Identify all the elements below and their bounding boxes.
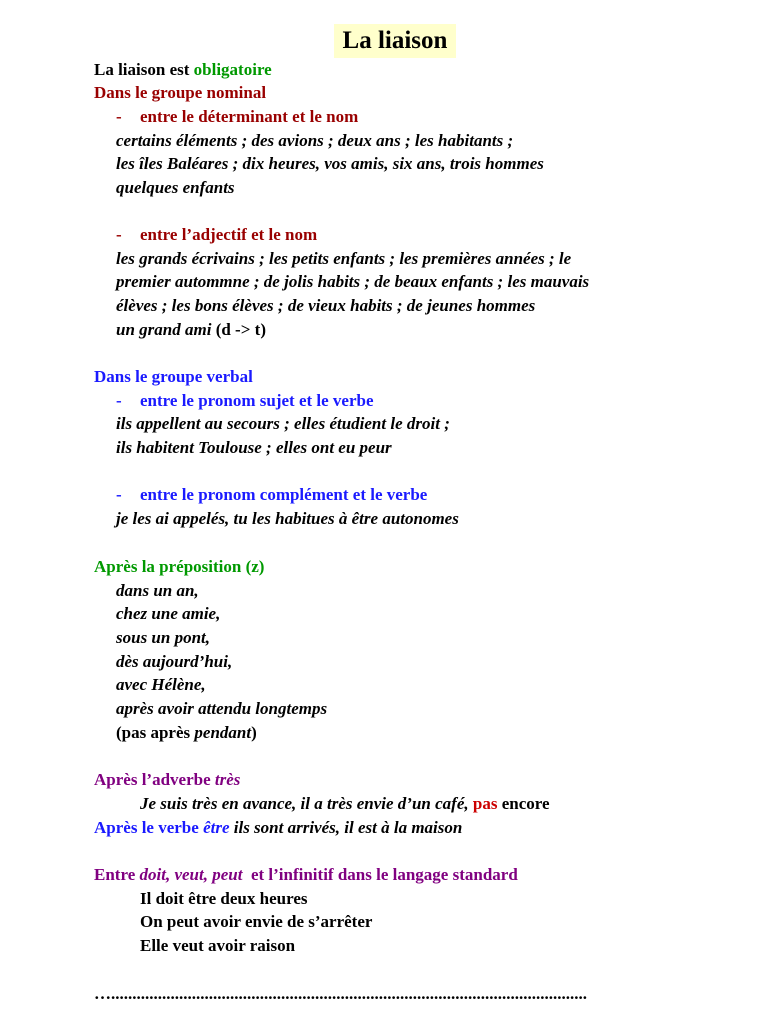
- adverb-example-end: encore: [497, 794, 550, 813]
- preposition-note: [116, 722, 257, 744]
- etre-example: ils sont arrivés, il est à la maison: [229, 818, 463, 837]
- adverb-example-pas: pas: [472, 794, 498, 813]
- adverb-heading: [94, 769, 240, 791]
- verbal-heading: Dans le groupe verbal: [94, 367, 253, 386]
- example-line: avec Hélène,: [116, 675, 206, 694]
- intro-highlight: obligatoire: [193, 60, 272, 79]
- etre-heading: Après le verbe: [94, 818, 204, 837]
- example-line: quelques enfants: [116, 178, 235, 197]
- infinitive-heading-pre: Entre: [94, 865, 140, 884]
- intro-line: [94, 59, 272, 81]
- example-line: dans un an,: [116, 581, 199, 600]
- example-line: dès aujourd’hui,: [116, 652, 233, 671]
- bullet-dash: -: [116, 391, 122, 410]
- preposition-heading: Après la préposition (z): [94, 557, 265, 576]
- example-line: Il doit être deux heures: [140, 889, 308, 908]
- example-line: ils appellent au secours ; elles étudient le droit ;: [116, 414, 450, 433]
- nominal-heading: Dans le groupe nominal: [94, 83, 267, 102]
- example-line: On peut avoir envie de s’arrêter: [140, 912, 373, 931]
- example-line: Elle veut avoir raison: [140, 936, 296, 955]
- adverb-heading-text: Après l’adverbe: [94, 770, 215, 789]
- etre-heading-word: être: [203, 818, 230, 837]
- infinitive-heading: [94, 864, 518, 886]
- adverb-example-text: Je suis très en avance, il a très envie d’un café,: [140, 794, 473, 813]
- nominal-sub1-label: [116, 106, 358, 128]
- verbal-sub2-text: entre le pronom complément et le verbe: [140, 485, 428, 504]
- infinitive-heading-post: et l’infinitif dans le langage standard: [242, 865, 518, 884]
- infinitive-heading-words: doit, veut, peut: [139, 865, 243, 884]
- example-line: élèves ; les bons élèves ; de vieux habits ; de jeunes hommes: [116, 296, 536, 315]
- example-line: les îles Baléares ; dix heures, vos amis, six ans, trois hommes: [116, 154, 544, 173]
- page-title: La liaison: [334, 24, 456, 58]
- etre-line: [94, 817, 462, 839]
- example-line: premier autommne ; de jolis habits ; de beaux enfants ; les mauvais: [116, 272, 590, 291]
- nominal-sub2-label: [116, 224, 317, 246]
- example-italic: un grand ami: [116, 320, 212, 339]
- intro-text: La liaison est: [94, 60, 194, 79]
- example-line: [116, 319, 266, 341]
- example-line: je les ai appelés, tu les habitues à être autonomes: [116, 509, 459, 528]
- example-line: après avoir attendu longtemps: [116, 699, 328, 718]
- verbal-sub1-label: [116, 390, 374, 412]
- example-line: sous un pont,: [116, 628, 211, 647]
- bullet-dash: -: [116, 485, 122, 504]
- bullet-dash: -: [116, 107, 122, 126]
- verbal-sub1-text: entre le pronom sujet et le verbe: [140, 391, 374, 410]
- example-line: ils habitent Toulouse ; elles ont eu peur: [116, 438, 392, 457]
- adverb-example: [140, 793, 550, 815]
- nominal-sub2-text: entre l’adjectif et le nom: [140, 225, 318, 244]
- adverb-heading-word: très: [214, 770, 241, 789]
- example-line: certains éléments ; des avions ; deux ans ; les habitants ;: [116, 131, 514, 150]
- footer-dots: …................................................................................................................: [94, 984, 587, 1003]
- note-word: pendant: [194, 723, 252, 742]
- bullet-dash: -: [116, 225, 122, 244]
- example-line: les grands écrivains ; les petits enfants ; les premières années ; le: [116, 249, 572, 268]
- verbal-sub2-label: [116, 484, 427, 506]
- note-close: ): [251, 723, 257, 742]
- example-note: (d -> t): [211, 320, 266, 339]
- note-open: (pas après: [116, 723, 195, 742]
- nominal-sub1-text: entre le déterminant et le nom: [140, 107, 359, 126]
- example-line: chez une amie,: [116, 604, 221, 623]
